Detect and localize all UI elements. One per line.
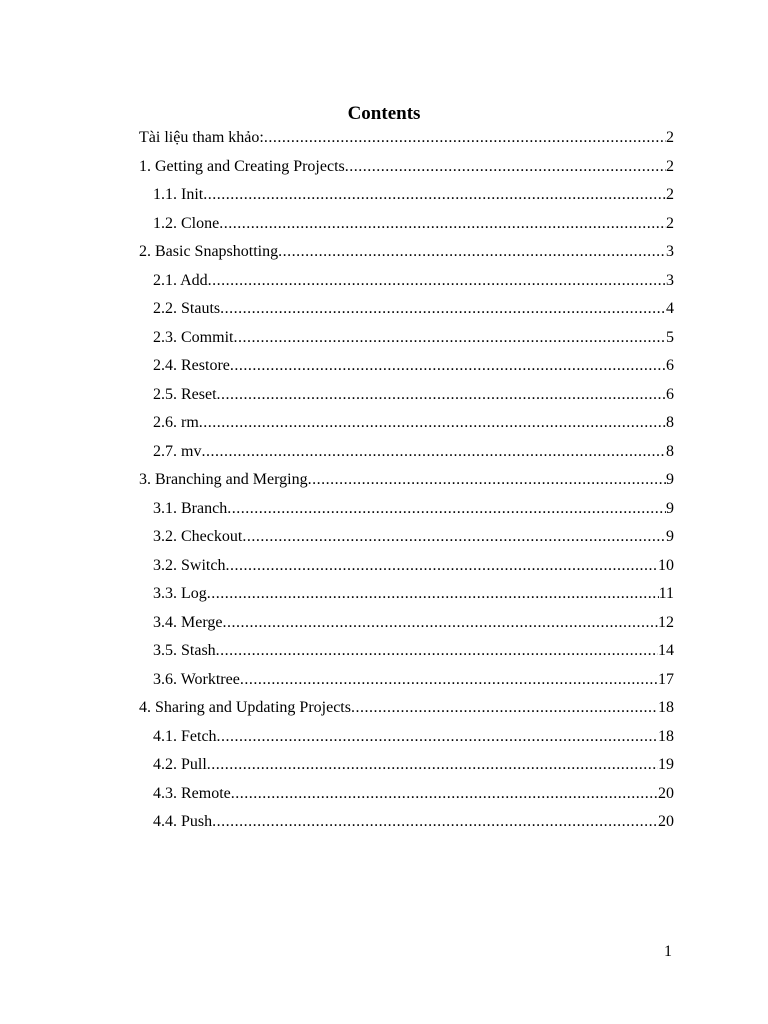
- toc-title: Contents: [347, 103, 421, 124]
- toc-entry[interactable]: [139, 808, 674, 837]
- toc-dot-leader: [230, 352, 666, 381]
- toc-entry-page-number: 2: [666, 129, 674, 146]
- toc-entry-label: 2.5. Reset: [153, 385, 217, 403]
- toc-dot-leader: [278, 238, 666, 267]
- toc-entry-page-number: 18: [658, 699, 674, 716]
- toc-entry[interactable]: [139, 637, 674, 666]
- toc-entry-page-number: 9: [666, 471, 674, 488]
- toc-entry[interactable]: [139, 751, 674, 780]
- toc-entry[interactable]: [139, 181, 674, 210]
- toc-dot-leader: [201, 438, 666, 467]
- toc-entry[interactable]: [139, 352, 674, 381]
- toc-entry[interactable]: [139, 466, 674, 495]
- toc-entry-label: 3.2. Switch: [153, 556, 226, 574]
- toc-dot-leader: [264, 124, 666, 153]
- toc-dot-leader: [351, 694, 658, 723]
- toc-entry[interactable]: [139, 267, 674, 296]
- toc-entry-page-number: 3: [666, 271, 674, 289]
- toc-dot-leader: [203, 181, 666, 210]
- toc-entry-label: 1.1. Init: [153, 186, 204, 203]
- toc-entry-label: 2.7. mv: [153, 442, 202, 460]
- toc-entry-page-number: 10: [658, 556, 674, 574]
- toc-dot-leader: [217, 381, 666, 410]
- page-number: 1: [664, 943, 672, 960]
- toc-entry-page-number: 20: [658, 813, 674, 830]
- toc-entry-label: 4.4. Push: [153, 813, 213, 830]
- toc-entry-page-number: 8: [666, 442, 674, 460]
- toc-entry-label: 2.1. Add: [153, 271, 208, 289]
- toc-dot-leader: [217, 723, 658, 752]
- toc-entry-label: 2.3. Commit: [153, 328, 234, 346]
- toc-entry-label: 2.2. Stauts: [153, 300, 221, 317]
- toc-entry[interactable]: [139, 694, 674, 723]
- toc-dot-leader: [207, 580, 659, 609]
- toc-dot-leader: [225, 552, 658, 581]
- toc-entry-page-number: 17: [658, 670, 674, 688]
- toc-entry-page-number: 8: [666, 414, 674, 431]
- toc-entry-label: 4.1. Fetch: [153, 727, 217, 745]
- toc-entry[interactable]: [139, 238, 674, 267]
- toc-dot-leader: [233, 324, 666, 353]
- toc-dot-leader: [242, 523, 666, 552]
- toc-entry-page-number: 11: [658, 585, 674, 602]
- toc-entry-label: 3.4. Merge: [153, 613, 223, 631]
- toc-entry[interactable]: [139, 210, 674, 239]
- toc-entry[interactable]: [139, 153, 674, 182]
- toc-entry[interactable]: [139, 666, 674, 695]
- toc-dot-leader: [212, 808, 658, 837]
- toc-dot-leader: [219, 210, 666, 239]
- toc-dot-leader: [208, 267, 666, 296]
- toc-entry[interactable]: [139, 780, 674, 809]
- toc-entry-page-number: 2: [666, 157, 674, 175]
- toc-dot-leader: [240, 666, 658, 695]
- toc-entry-label: 2.6. rm: [153, 414, 199, 431]
- toc-entry-label: 4. Sharing and Updating Projects: [139, 699, 351, 716]
- toc-entry[interactable]: [139, 580, 674, 609]
- toc-dot-leader: [227, 495, 666, 524]
- toc-entry[interactable]: [139, 523, 674, 552]
- toc-entry-page-number: 14: [658, 642, 674, 659]
- toc-entry-label: 3.3. Log: [153, 585, 207, 602]
- toc-entry[interactable]: [139, 124, 674, 153]
- toc-entry-label: 3.5. Stash: [153, 642, 216, 659]
- toc-entry[interactable]: [139, 723, 674, 752]
- toc-entry[interactable]: [139, 552, 674, 581]
- toc-dot-leader: [308, 466, 666, 495]
- toc-entry-label: 3.2. Checkout: [153, 528, 243, 545]
- toc-entry-label: 3. Branching and Merging: [139, 471, 308, 488]
- toc-entry-page-number: 3: [666, 243, 674, 260]
- toc-entry-label: 1.2. Clone: [153, 214, 220, 232]
- toc-entry-page-number: 9: [666, 528, 674, 545]
- toc-entry-label: 3.6. Worktree: [153, 670, 240, 688]
- toc-entry-page-number: 2: [666, 186, 674, 203]
- toc-entry-page-number: 6: [666, 357, 674, 374]
- toc-entry-label: 4.3. Remote: [153, 784, 231, 802]
- toc-dot-leader: [207, 751, 658, 780]
- toc-entry-page-number: 6: [666, 385, 674, 403]
- toc-entry[interactable]: [139, 438, 674, 467]
- toc-dot-leader: [231, 780, 658, 809]
- toc-entry-page-number: 9: [666, 499, 674, 517]
- toc-entry[interactable]: [139, 324, 674, 353]
- toc-entry[interactable]: [139, 495, 674, 524]
- toc-entry-page-number: 19: [658, 756, 674, 773]
- toc-entry-page-number: 12: [658, 613, 674, 631]
- toc-entry-page-number: 2: [666, 214, 674, 232]
- toc-entry-label: 2.4. Restore: [153, 357, 230, 374]
- toc-entry[interactable]: [139, 295, 674, 324]
- toc-entry-label: 2. Basic Snapshotting: [139, 243, 279, 260]
- toc-entry[interactable]: [139, 381, 674, 410]
- toc-entry-label: 4.2. Pull: [153, 756, 207, 773]
- toc-entry[interactable]: [139, 609, 674, 638]
- toc-entry[interactable]: [139, 409, 674, 438]
- toc-entry-label: 3.1. Branch: [153, 499, 228, 517]
- toc-dot-leader: [222, 609, 658, 638]
- toc-entry-page-number: 18: [658, 727, 674, 745]
- toc-dot-leader: [345, 153, 666, 182]
- toc-dot-leader: [220, 295, 666, 324]
- toc-entry-label: 1. Getting and Creating Projects: [139, 157, 345, 175]
- toc-dot-leader: [199, 409, 666, 438]
- table-of-contents: [139, 124, 674, 837]
- toc-entry-page-number: 4: [666, 300, 674, 317]
- toc-entry-page-number: 20: [658, 784, 674, 802]
- toc-entry-label: Tài liệu tham khảo:: [139, 129, 264, 146]
- toc-entry-page-number: 5: [666, 328, 674, 346]
- toc-dot-leader: [216, 637, 658, 666]
